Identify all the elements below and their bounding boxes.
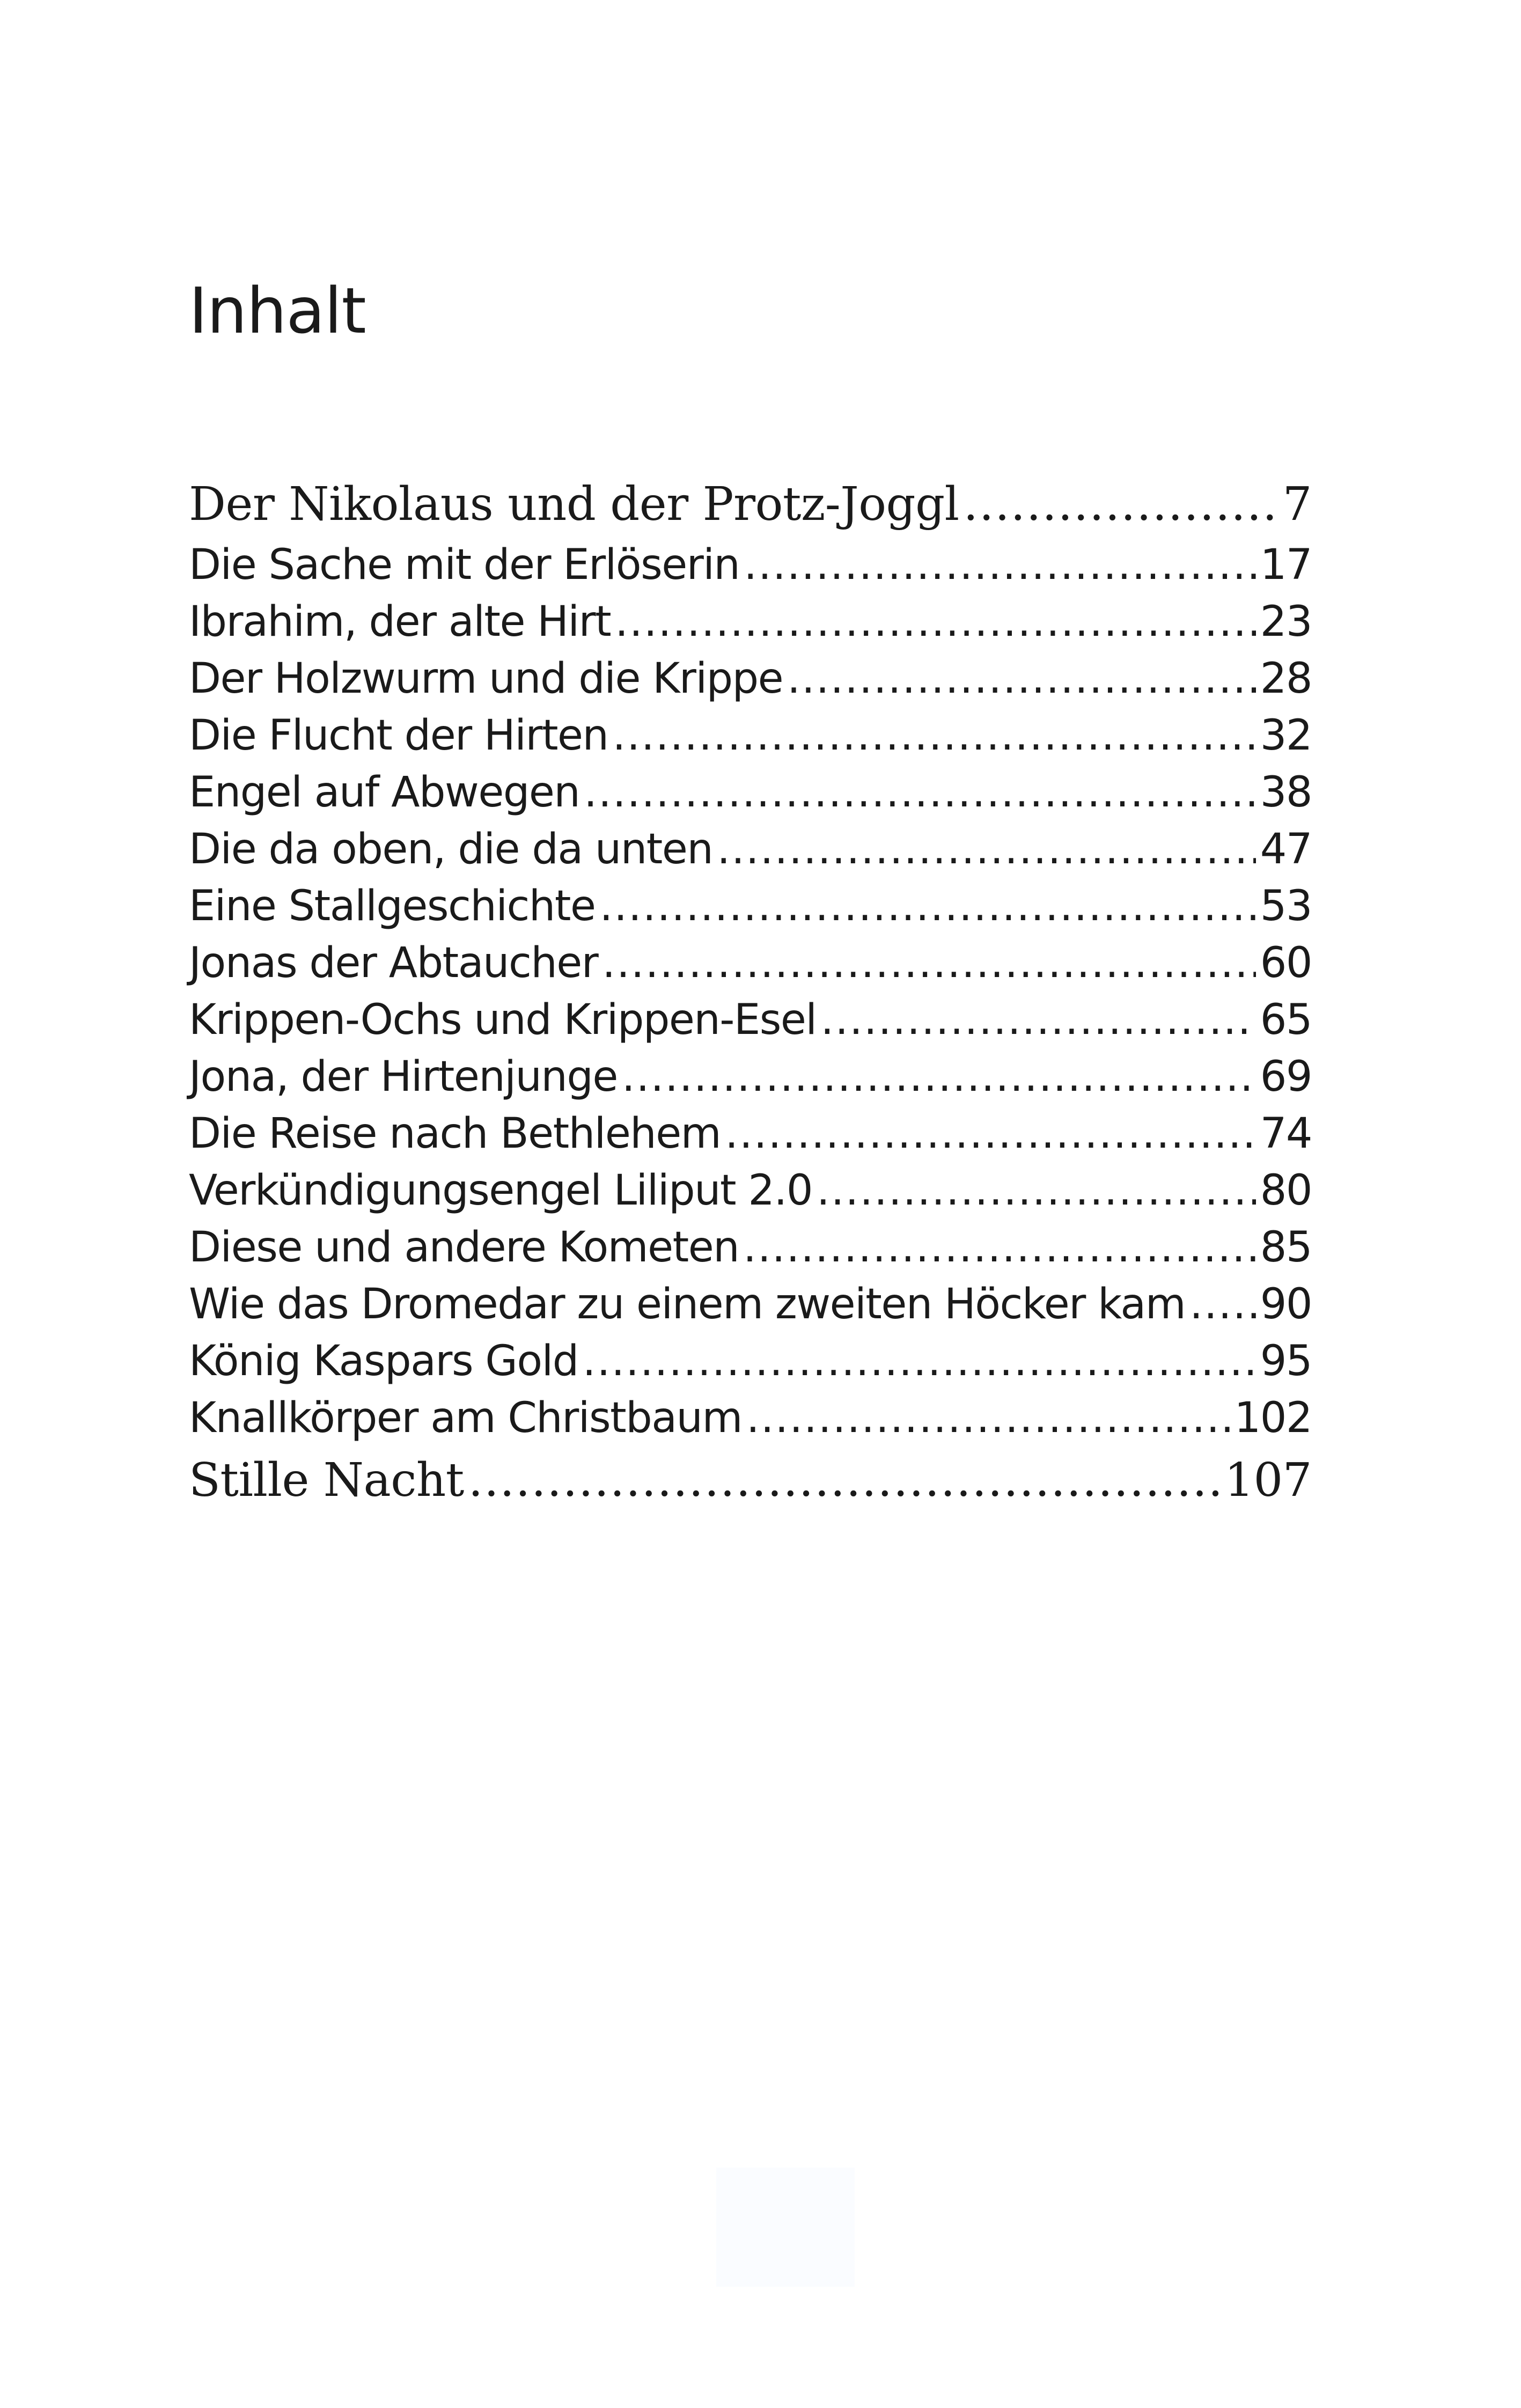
toc-entry[interactable] <box>189 472 1312 537</box>
toc-dot-leader <box>746 1390 1230 1447</box>
toc-entry[interactable] <box>189 707 1312 764</box>
page-footer-box <box>716 2168 855 2287</box>
toc-entry[interactable] <box>189 1390 1312 1447</box>
toc-dot-leader <box>743 1219 1256 1276</box>
toc-entry-title: Ibrahim, der alte Hirt <box>189 598 611 646</box>
toc-dot-leader <box>602 935 1255 992</box>
toc-entry-page: 69 <box>1260 1053 1312 1101</box>
toc-dot-leader <box>821 992 1256 1048</box>
toc-entry-title: Krippen-Ochs und Krippen-Esel <box>189 996 817 1044</box>
toc-dot-leader <box>744 537 1255 593</box>
toc-entry-title: Der Holzwurm und die Krippe <box>189 655 783 703</box>
toc-entry-title: Die da oben, die da unten <box>189 825 713 873</box>
toc-entry[interactable] <box>189 1276 1312 1333</box>
toc-entry-title: Eine Stallgeschichte <box>189 882 596 930</box>
toc-dot-leader <box>615 593 1256 650</box>
toc-entry-page: 74 <box>1260 1110 1312 1158</box>
page-title: Inhalt <box>189 274 366 348</box>
toc-entry-title: Die Flucht der Hirten <box>189 711 608 760</box>
toc-entry-title: Wie das Dromedar zu einem zweiten Höcker kam <box>189 1280 1186 1328</box>
toc-entry-title: Stille Nacht <box>189 1453 464 1507</box>
toc-entry-page: 90 <box>1260 1280 1312 1328</box>
toc-dot-leader <box>817 1162 1256 1219</box>
toc-entry[interactable] <box>189 878 1312 935</box>
toc-entry-page: 95 <box>1260 1337 1312 1385</box>
toc-entry[interactable] <box>189 593 1312 650</box>
toc-entry-page: 38 <box>1260 768 1312 817</box>
toc-entry-page: 17 <box>1260 541 1312 589</box>
toc-entry-page: 80 <box>1260 1166 1312 1215</box>
toc-entry-page: 23 <box>1260 598 1312 646</box>
toc-entry[interactable] <box>189 821 1312 878</box>
toc-entry[interactable] <box>189 935 1312 992</box>
toc-entry-title: König Kaspars Gold <box>189 1337 578 1385</box>
toc-entry-page: 102 <box>1234 1394 1312 1442</box>
toc-entry-page: 32 <box>1260 711 1312 760</box>
toc-entry[interactable] <box>189 1048 1312 1105</box>
toc-dot-leader <box>1189 1276 1256 1333</box>
toc-entry-title: Jona, der Hirtenjunge <box>189 1053 618 1101</box>
toc-entry-title: Die Reise nach Bethlehem <box>189 1110 721 1158</box>
toc-dot-leader <box>583 1333 1256 1390</box>
toc-entry-page: 60 <box>1260 939 1312 987</box>
toc-entry-title: Verkündigungsengel Liliput 2.0 <box>189 1166 812 1215</box>
toc-entry-page: 7 <box>1282 478 1312 531</box>
toc-entry-title: Engel auf Abwegen <box>189 768 580 817</box>
toc-entry[interactable] <box>189 537 1312 593</box>
toc-entry-page: 47 <box>1260 825 1312 873</box>
toc-dot-leader <box>725 1105 1256 1162</box>
toc-entry-page: 107 <box>1224 1453 1312 1507</box>
toc-entry-title: Diese und andere Kometen <box>189 1223 739 1272</box>
toc-entry[interactable] <box>189 1105 1312 1162</box>
toc-entry-page: 28 <box>1260 655 1312 703</box>
toc-dot-leader <box>964 472 1278 537</box>
table-of-contents <box>189 472 1312 1514</box>
toc-entry[interactable] <box>189 764 1312 821</box>
toc-entry[interactable] <box>189 1162 1312 1219</box>
toc-dot-leader <box>599 878 1255 935</box>
toc-dot-leader <box>468 1447 1220 1514</box>
toc-entry[interactable] <box>189 1333 1312 1390</box>
toc-entry[interactable] <box>189 992 1312 1048</box>
toc-entry-page: 65 <box>1260 996 1312 1044</box>
toc-entry[interactable] <box>189 1447 1312 1514</box>
toc-entry[interactable] <box>189 650 1312 707</box>
toc-entry-page: 85 <box>1260 1223 1312 1272</box>
toc-dot-leader <box>584 764 1255 821</box>
toc-entry[interactable] <box>189 1219 1312 1276</box>
toc-entry-page: 53 <box>1260 882 1312 930</box>
toc-dot-leader <box>717 821 1255 878</box>
toc-entry-title: Jonas der Abtaucher <box>189 939 598 987</box>
toc-entry-title: Der Nikolaus und der Protz-Joggl <box>189 478 959 531</box>
toc-entry-title: Die Sache mit der Erlöserin <box>189 541 740 589</box>
toc-dot-leader <box>787 650 1256 707</box>
toc-dot-leader <box>622 1048 1256 1105</box>
toc-entry-title: Knallkörper am Christbaum <box>189 1394 742 1442</box>
toc-dot-leader <box>612 707 1255 764</box>
